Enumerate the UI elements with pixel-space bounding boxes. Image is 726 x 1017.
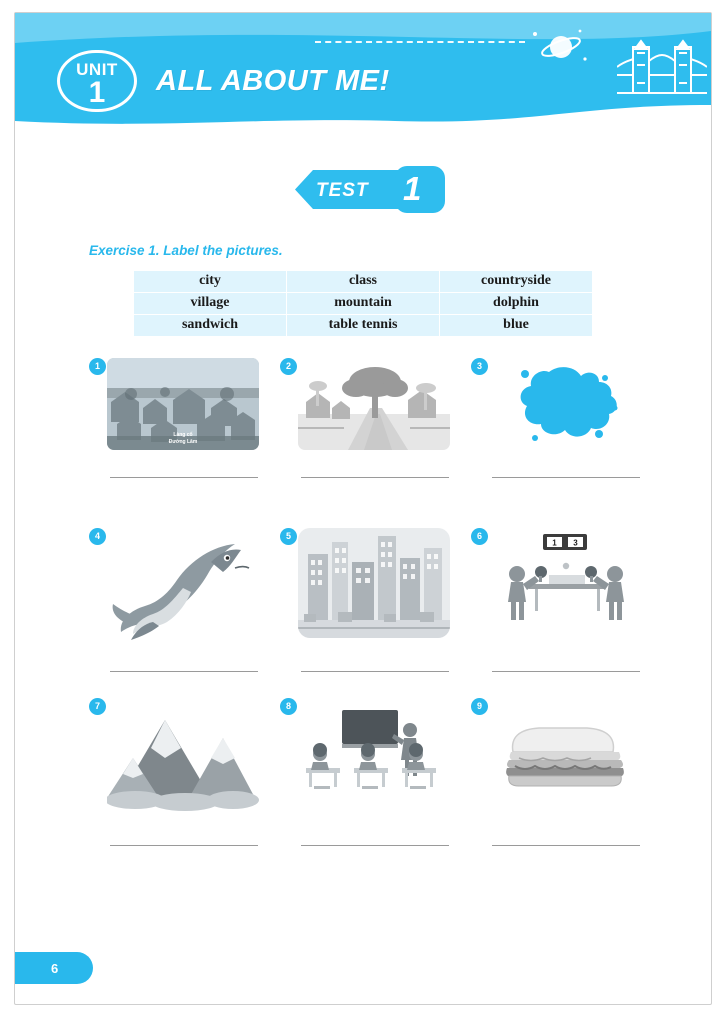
planet-icon	[523, 25, 593, 73]
dolphin-illustration	[107, 528, 259, 644]
answer-line-3[interactable]	[492, 477, 640, 478]
table-row	[134, 271, 593, 293]
page-number: 6	[51, 961, 59, 976]
tower-bridge-icon	[617, 31, 707, 105]
countryside-village-houses-photo	[107, 358, 259, 450]
picture-item-7	[89, 698, 269, 858]
ribbon-shape	[291, 166, 448, 213]
item-number-badge: 7	[89, 698, 106, 715]
answer-line-7[interactable]	[110, 845, 258, 846]
word-cell: class	[287, 271, 440, 293]
scoreboard-left: 1	[552, 538, 557, 548]
item-number-badge: 5	[280, 528, 297, 545]
word-cell: city	[134, 271, 287, 293]
test-number: 1	[403, 170, 422, 207]
item-number-badge: 3	[471, 358, 488, 375]
answer-line-8[interactable]	[301, 845, 449, 846]
page-header	[15, 13, 711, 125]
answer-line-6[interactable]	[492, 671, 640, 672]
picture-item-4	[89, 528, 269, 688]
unit-number: 1	[88, 76, 106, 109]
photo-caption-line2: Đường Lâm	[168, 439, 198, 445]
test-ribbon	[291, 166, 448, 213]
item-number-badge: 2	[280, 358, 297, 375]
unit-badge	[57, 50, 137, 112]
word-cell: dolphin	[440, 293, 593, 315]
word-cell: blue	[440, 315, 593, 337]
classroom-students-teacher-illustration	[298, 702, 450, 804]
picture-item-5	[280, 528, 460, 688]
page-title: ALL ABOUT ME!	[156, 65, 390, 97]
sandwich-illustration	[489, 712, 641, 794]
city-skyline-buildings-illustration	[298, 528, 450, 638]
picture-item-2	[280, 358, 460, 518]
unit-word: UNIT	[76, 60, 118, 79]
picture-item-9	[471, 698, 651, 858]
answer-line-4[interactable]	[110, 671, 258, 672]
word-cell: table tennis	[287, 315, 440, 337]
picture-item-8	[280, 698, 460, 858]
item-number-badge: 1	[89, 358, 106, 375]
word-bank-table	[133, 270, 593, 337]
answer-line-1[interactable]	[110, 477, 258, 478]
item-number-badge: 6	[471, 528, 488, 545]
picture-item-3	[471, 358, 651, 518]
word-cell: mountain	[287, 293, 440, 315]
word-cell: village	[134, 293, 287, 315]
picture-item-6	[471, 528, 651, 688]
exercise-title: Exercise 1. Label the pictures.	[89, 243, 283, 258]
header-dashed-line	[315, 41, 525, 43]
photo-caption-line1: Làng cổ	[173, 432, 193, 438]
mountain-peaks-illustration	[107, 702, 259, 812]
word-cell: sandwich	[134, 315, 287, 337]
countryside-tree-road-illustration	[298, 358, 450, 450]
answer-line-9[interactable]	[492, 845, 640, 846]
blue-paint-splat-icon	[489, 358, 641, 450]
answer-line-2[interactable]	[301, 477, 449, 478]
scoreboard-right: 3	[573, 538, 578, 548]
test-label: TEST	[316, 180, 369, 201]
item-number-badge: 9	[471, 698, 488, 715]
table-row	[134, 315, 593, 337]
word-cell: countryside	[440, 271, 593, 293]
table-row	[134, 293, 593, 315]
item-number-badge: 4	[89, 528, 106, 545]
item-number-badge: 8	[280, 698, 297, 715]
answer-line-5[interactable]	[301, 671, 449, 672]
table-tennis-players-illustration	[489, 528, 641, 640]
picture-item-1	[89, 358, 269, 518]
